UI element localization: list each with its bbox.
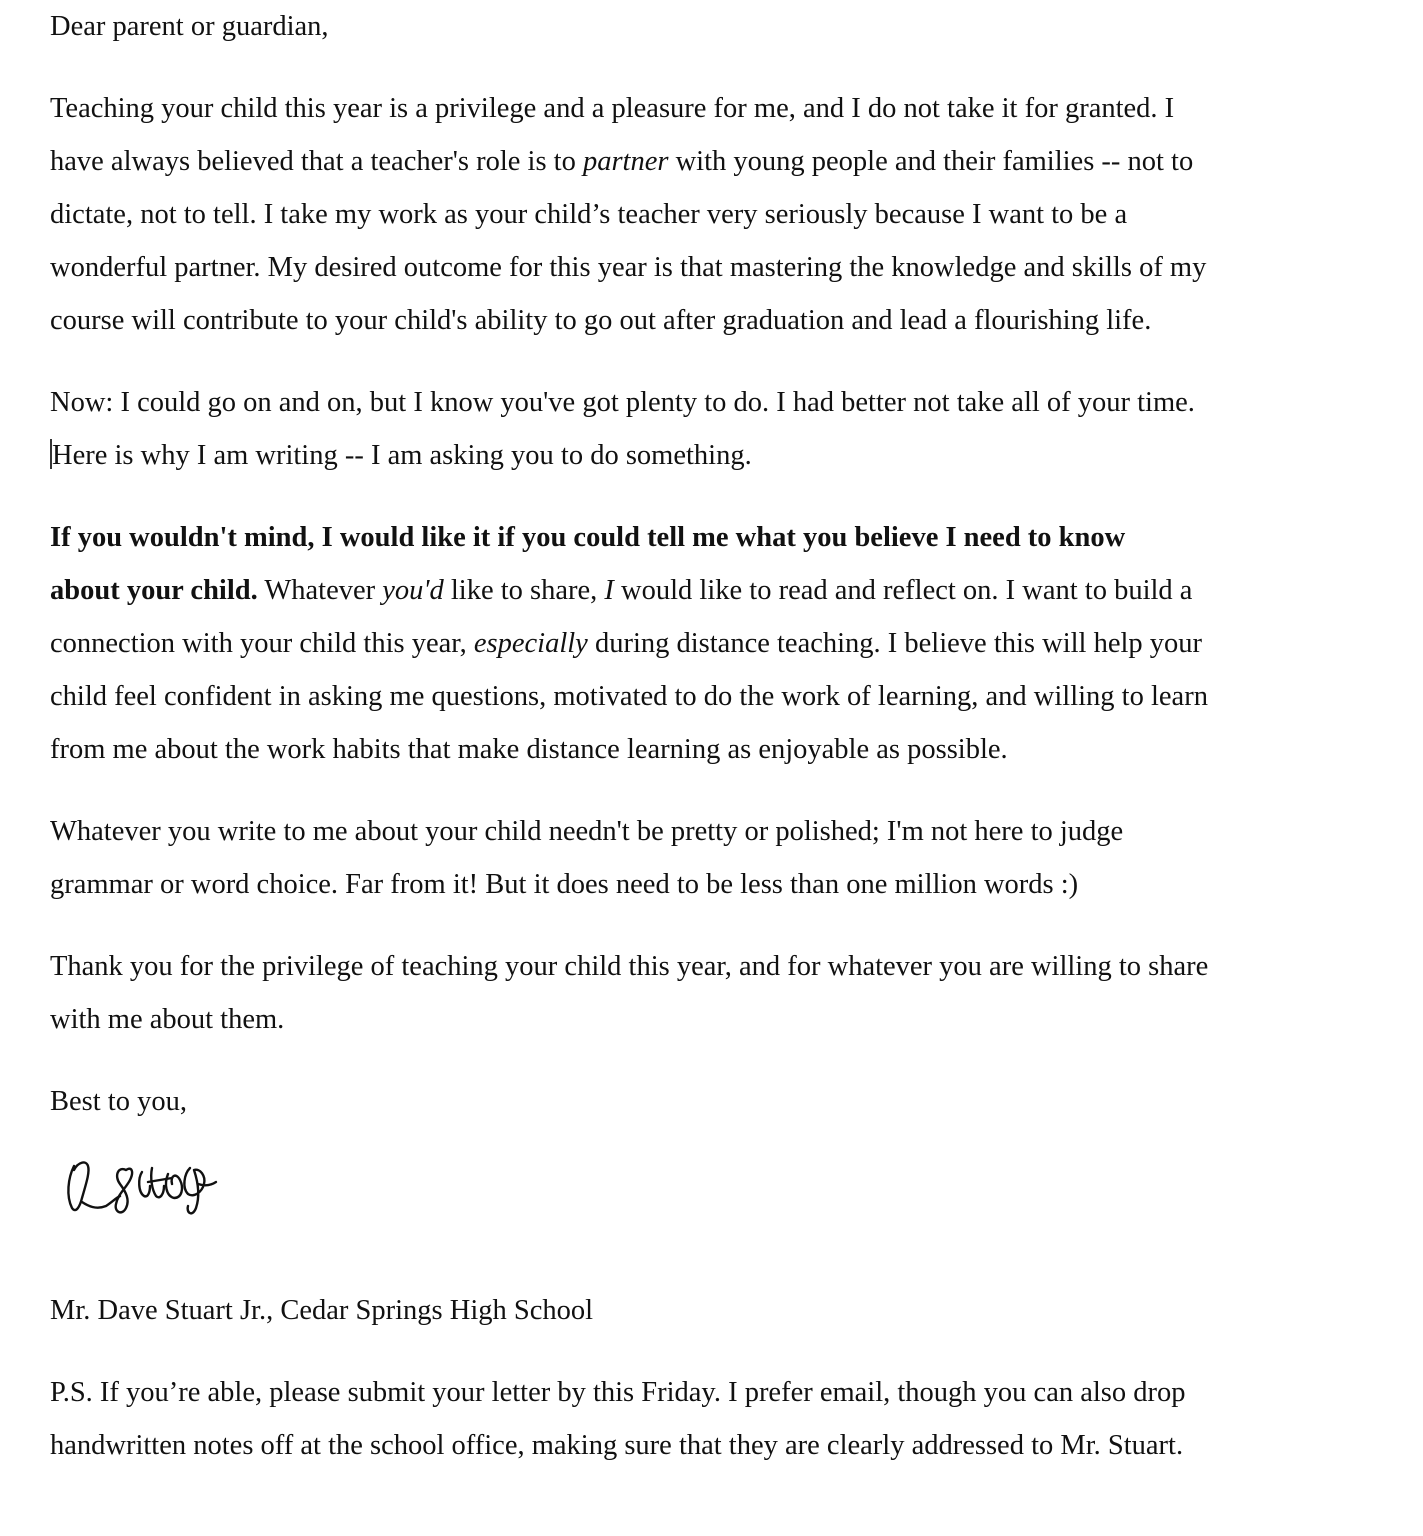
italic-youd: you'd (382, 575, 444, 606)
salutation: Dear parent or guardian, (50, 11, 329, 42)
paragraph-2-line-1: Now: I could go on and on, but I know you've got plenty to do. I had better not take all of your time. (50, 387, 1195, 418)
paragraph-gap (50, 911, 1380, 940)
paragraph-4-line-2: grammar or word choice. Far from it! But it does need to be less than one million words :) (50, 869, 1079, 900)
paragraph-1-line-3: dictate, not to tell. I take my work as your child’s teacher very seriously because I want to be a (50, 199, 1128, 230)
paragraph-3-line-3 (50, 617, 1380, 670)
italic-especially: especially (473, 628, 588, 659)
bold-request: If you wouldn't mind, I would like it if you could tell me what you believe I need to know (50, 522, 1126, 553)
paragraph-3-line-4: child feel confident in asking me questions, motivated to do the work of learning, and willing to learn (50, 681, 1208, 712)
paragraph-2 (50, 376, 1380, 482)
handwritten-signature (50, 1128, 1380, 1284)
text-run: have always believed that a teacher's role is to (50, 146, 583, 177)
paragraph-1 (50, 82, 1380, 347)
paragraph-5-line-1: Thank you for the privilege of teaching your child this year, and for whatever you are willing to share (50, 951, 1209, 982)
signature-icon (60, 1148, 230, 1238)
paragraph-1-line-5: course will contribute to your child's ability to go out after graduation and lead a flourishing life. (50, 305, 1152, 336)
paragraph-4-line-1: Whatever you write to me about your child needn't be pretty or polished; I'm not here to judge (50, 816, 1124, 847)
paragraph-gap (50, 776, 1380, 805)
italic-partner: partner (582, 146, 669, 177)
signature-name: Mr. Dave Stuart Jr., Cedar Springs High School (50, 1295, 594, 1326)
paragraph-5-line-2: with me about them. (50, 1004, 285, 1035)
bold-request-end: about your child. (50, 575, 258, 606)
text-run: Here is why I am writing -- I am asking you to do something. (52, 440, 752, 471)
text-run: during distance teaching. I believe this will help your (587, 628, 1203, 659)
paragraph-gap (50, 347, 1380, 376)
text-run: with young people and their families -- not to (668, 146, 1194, 177)
italic-i: I (604, 575, 614, 606)
paragraph-1-line-1: Teaching your child this year is a privilege and a pleasure for me, and I do not take it for granted. I (50, 93, 1175, 124)
paragraph-gap (50, 1337, 1380, 1366)
postscript-line-2: handwritten notes off at the school office, making sure that they are clearly addressed to Mr. Stuart. (50, 1430, 1184, 1461)
text-run: connection with your child this year, (50, 628, 474, 659)
text-run: Whatever (257, 575, 383, 606)
paragraph-5 (50, 940, 1380, 1046)
paragraph-gap (50, 1046, 1380, 1075)
paragraph-3-line-5: from me about the work habits that make distance learning as enjoyable as possible. (50, 734, 1008, 765)
paragraph-3-line-2 (50, 564, 1380, 617)
paragraph-4 (50, 805, 1380, 911)
postscript-line-1: P.S. If you’re able, please submit your letter by this Friday. I prefer email, though you can also drop (50, 1377, 1186, 1408)
postscript (50, 1366, 1380, 1472)
paragraph-2-line-2[interactable] (50, 429, 1380, 482)
paragraph-3 (50, 511, 1380, 776)
text-run: like to share, (443, 575, 605, 606)
closing: Best to you, (50, 1086, 187, 1117)
text-run: would like to read and reflect on. I want to build a (613, 575, 1193, 606)
paragraph-1-line-4: wonderful partner. My desired outcome for this year is that mastering the knowledge and skills of my (50, 252, 1207, 283)
paragraph-gap (50, 482, 1380, 511)
paragraph-1-line-2 (50, 135, 1380, 188)
letter-document (50, 0, 1380, 1472)
paragraph-3-line-1 (50, 511, 1380, 564)
paragraph-gap (50, 53, 1380, 82)
